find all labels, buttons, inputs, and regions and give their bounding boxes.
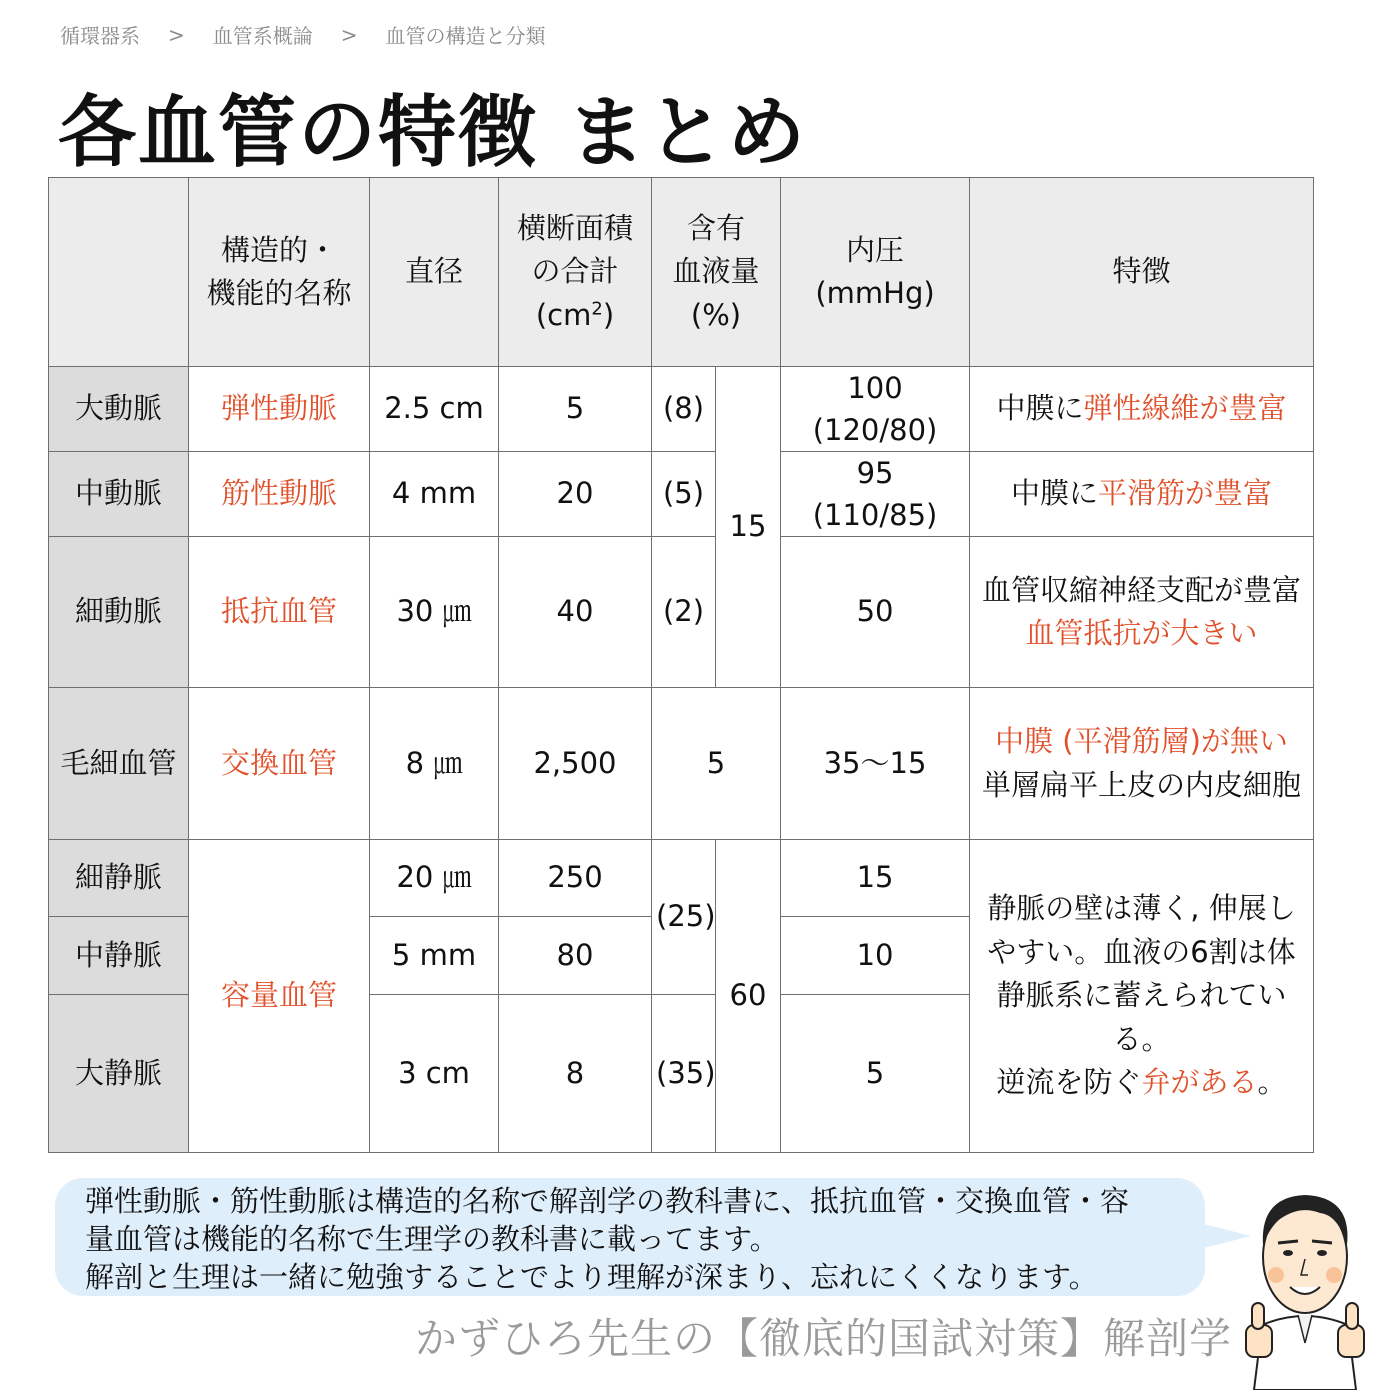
speech-bubble bbox=[55, 1178, 1205, 1296]
header-name: 構造的・ 機能的名称 bbox=[189, 178, 370, 367]
teacher-illustration bbox=[1240, 1175, 1370, 1390]
blood-cell: (35) bbox=[652, 995, 716, 1153]
area-cell: 2,500 bbox=[499, 688, 652, 840]
pressure-cell: 100 (120/80) bbox=[781, 367, 970, 452]
pressure-cell: 15 bbox=[781, 840, 970, 917]
table-header-row bbox=[49, 178, 1314, 367]
blood-cell: 5 bbox=[652, 688, 781, 840]
row-label: 中静脈 bbox=[49, 917, 189, 995]
table-row bbox=[49, 688, 1314, 840]
area-cell: 5 bbox=[499, 367, 652, 452]
area-cell: 80 bbox=[499, 917, 652, 995]
diameter-cell: 2.5 cm bbox=[370, 367, 499, 452]
header-empty bbox=[49, 178, 189, 367]
pressure-cell: 50 bbox=[781, 537, 970, 688]
vein-feature-cell: 静脈の壁は薄く, 伸展し やすい。血液の6割は体 静脈系に蓄えられてい る。 逆流を防ぐ弁がある。 bbox=[970, 840, 1314, 1153]
diameter-cell: 20 ㎛ bbox=[370, 840, 499, 917]
vessel-name: 抵抗血管 bbox=[189, 537, 370, 688]
breadcrumb-item[interactable]: 循環器系 bbox=[60, 24, 140, 48]
blood-cell: (2) bbox=[652, 537, 716, 688]
feature-cell: 血管収縮神経支配が豊富 血管抵抗が大きい bbox=[970, 537, 1314, 688]
header-blood-volume: 含有 血液量 (%) bbox=[652, 178, 781, 367]
pressure-cell: 95 (110/85) bbox=[781, 452, 970, 537]
area-cell: 20 bbox=[499, 452, 652, 537]
area-cell: 250 bbox=[499, 840, 652, 917]
header-diameter: 直径 bbox=[370, 178, 499, 367]
area-cell: 8 bbox=[499, 995, 652, 1153]
breadcrumb bbox=[60, 20, 546, 49]
vessel-name: 弾性動脈 bbox=[189, 367, 370, 452]
row-label: 大動脈 bbox=[49, 367, 189, 452]
table-row bbox=[49, 537, 1314, 688]
page-title: 各血管の特徴 まとめ bbox=[58, 88, 808, 178]
header-area: 横断面積 の合計 $(cm^2)$ bbox=[499, 178, 652, 367]
header-pressure: 内圧 (mmHg) bbox=[781, 178, 970, 367]
blood-vessel-table bbox=[48, 177, 1314, 1153]
pressure-cell: 5 bbox=[781, 995, 970, 1153]
vein-vessel-name: 容量血管 bbox=[189, 840, 370, 1153]
breadcrumb-item[interactable]: 血管の構造と分類 bbox=[385, 24, 546, 48]
header-feature: 特徴 bbox=[970, 178, 1314, 367]
bubble-line: 量血管は機能的名称で生理学の教科書に載ってます。 bbox=[85, 1222, 779, 1256]
breadcrumb-item[interactable]: 血管系概論 bbox=[212, 24, 313, 48]
diameter-cell: 5 mm bbox=[370, 917, 499, 995]
blood-cell: (5) bbox=[652, 452, 716, 537]
bubble-line: 解剖と生理は一緒に勉強することでより理解が深まり、忘れにくくなります。 bbox=[85, 1260, 1098, 1294]
vein-total-blood: 60 bbox=[716, 840, 781, 1153]
diameter-cell: 30 ㎛ bbox=[370, 537, 499, 688]
blood-cell: (8) bbox=[652, 367, 716, 452]
feature-cell: 中膜に弾性線維が豊富 bbox=[970, 367, 1314, 452]
thumbs-up-left-icon bbox=[1246, 1303, 1272, 1357]
breadcrumb-separator: > bbox=[340, 22, 358, 47]
feature-cell: 中膜 (平滑筋層)が無い 単層扁平上皮の内皮細胞 bbox=[970, 688, 1314, 840]
diameter-cell: 8 ㎛ bbox=[370, 688, 499, 840]
table-row bbox=[49, 452, 1314, 537]
diameter-cell: 3 cm bbox=[370, 995, 499, 1153]
row-label: 中動脈 bbox=[49, 452, 189, 537]
bubble-line: 弾性動脈・筋性動脈は構造的名称で解剖学の教科書に、抵抗血管・交換血管・容 bbox=[85, 1184, 1130, 1218]
table-row bbox=[49, 840, 1314, 917]
footer-credit: かずひろ先生の【徹底的国試対策】解剖学 bbox=[415, 1314, 1233, 1363]
row-label: 大静脈 bbox=[49, 995, 189, 1153]
vessel-name: 交換血管 bbox=[189, 688, 370, 840]
table-row bbox=[49, 367, 1314, 452]
area-cell: 40 bbox=[499, 537, 652, 688]
row-label: 毛細血管 bbox=[49, 688, 189, 840]
vessel-name: 筋性動脈 bbox=[189, 452, 370, 537]
artery-total-blood: 15 bbox=[716, 367, 781, 688]
feature-cell: 中膜に平滑筋が豊富 bbox=[970, 452, 1314, 537]
row-label: 細静脈 bbox=[49, 840, 189, 917]
row-label: 細動脈 bbox=[49, 537, 189, 688]
blood-cell: (25) bbox=[652, 840, 716, 995]
pressure-cell: 10 bbox=[781, 917, 970, 995]
breadcrumb-separator: > bbox=[168, 22, 185, 47]
thumbs-up-right-icon bbox=[1338, 1303, 1364, 1357]
diameter-cell: 4 mm bbox=[370, 452, 499, 537]
pressure-cell: 35〜15 bbox=[781, 688, 970, 840]
